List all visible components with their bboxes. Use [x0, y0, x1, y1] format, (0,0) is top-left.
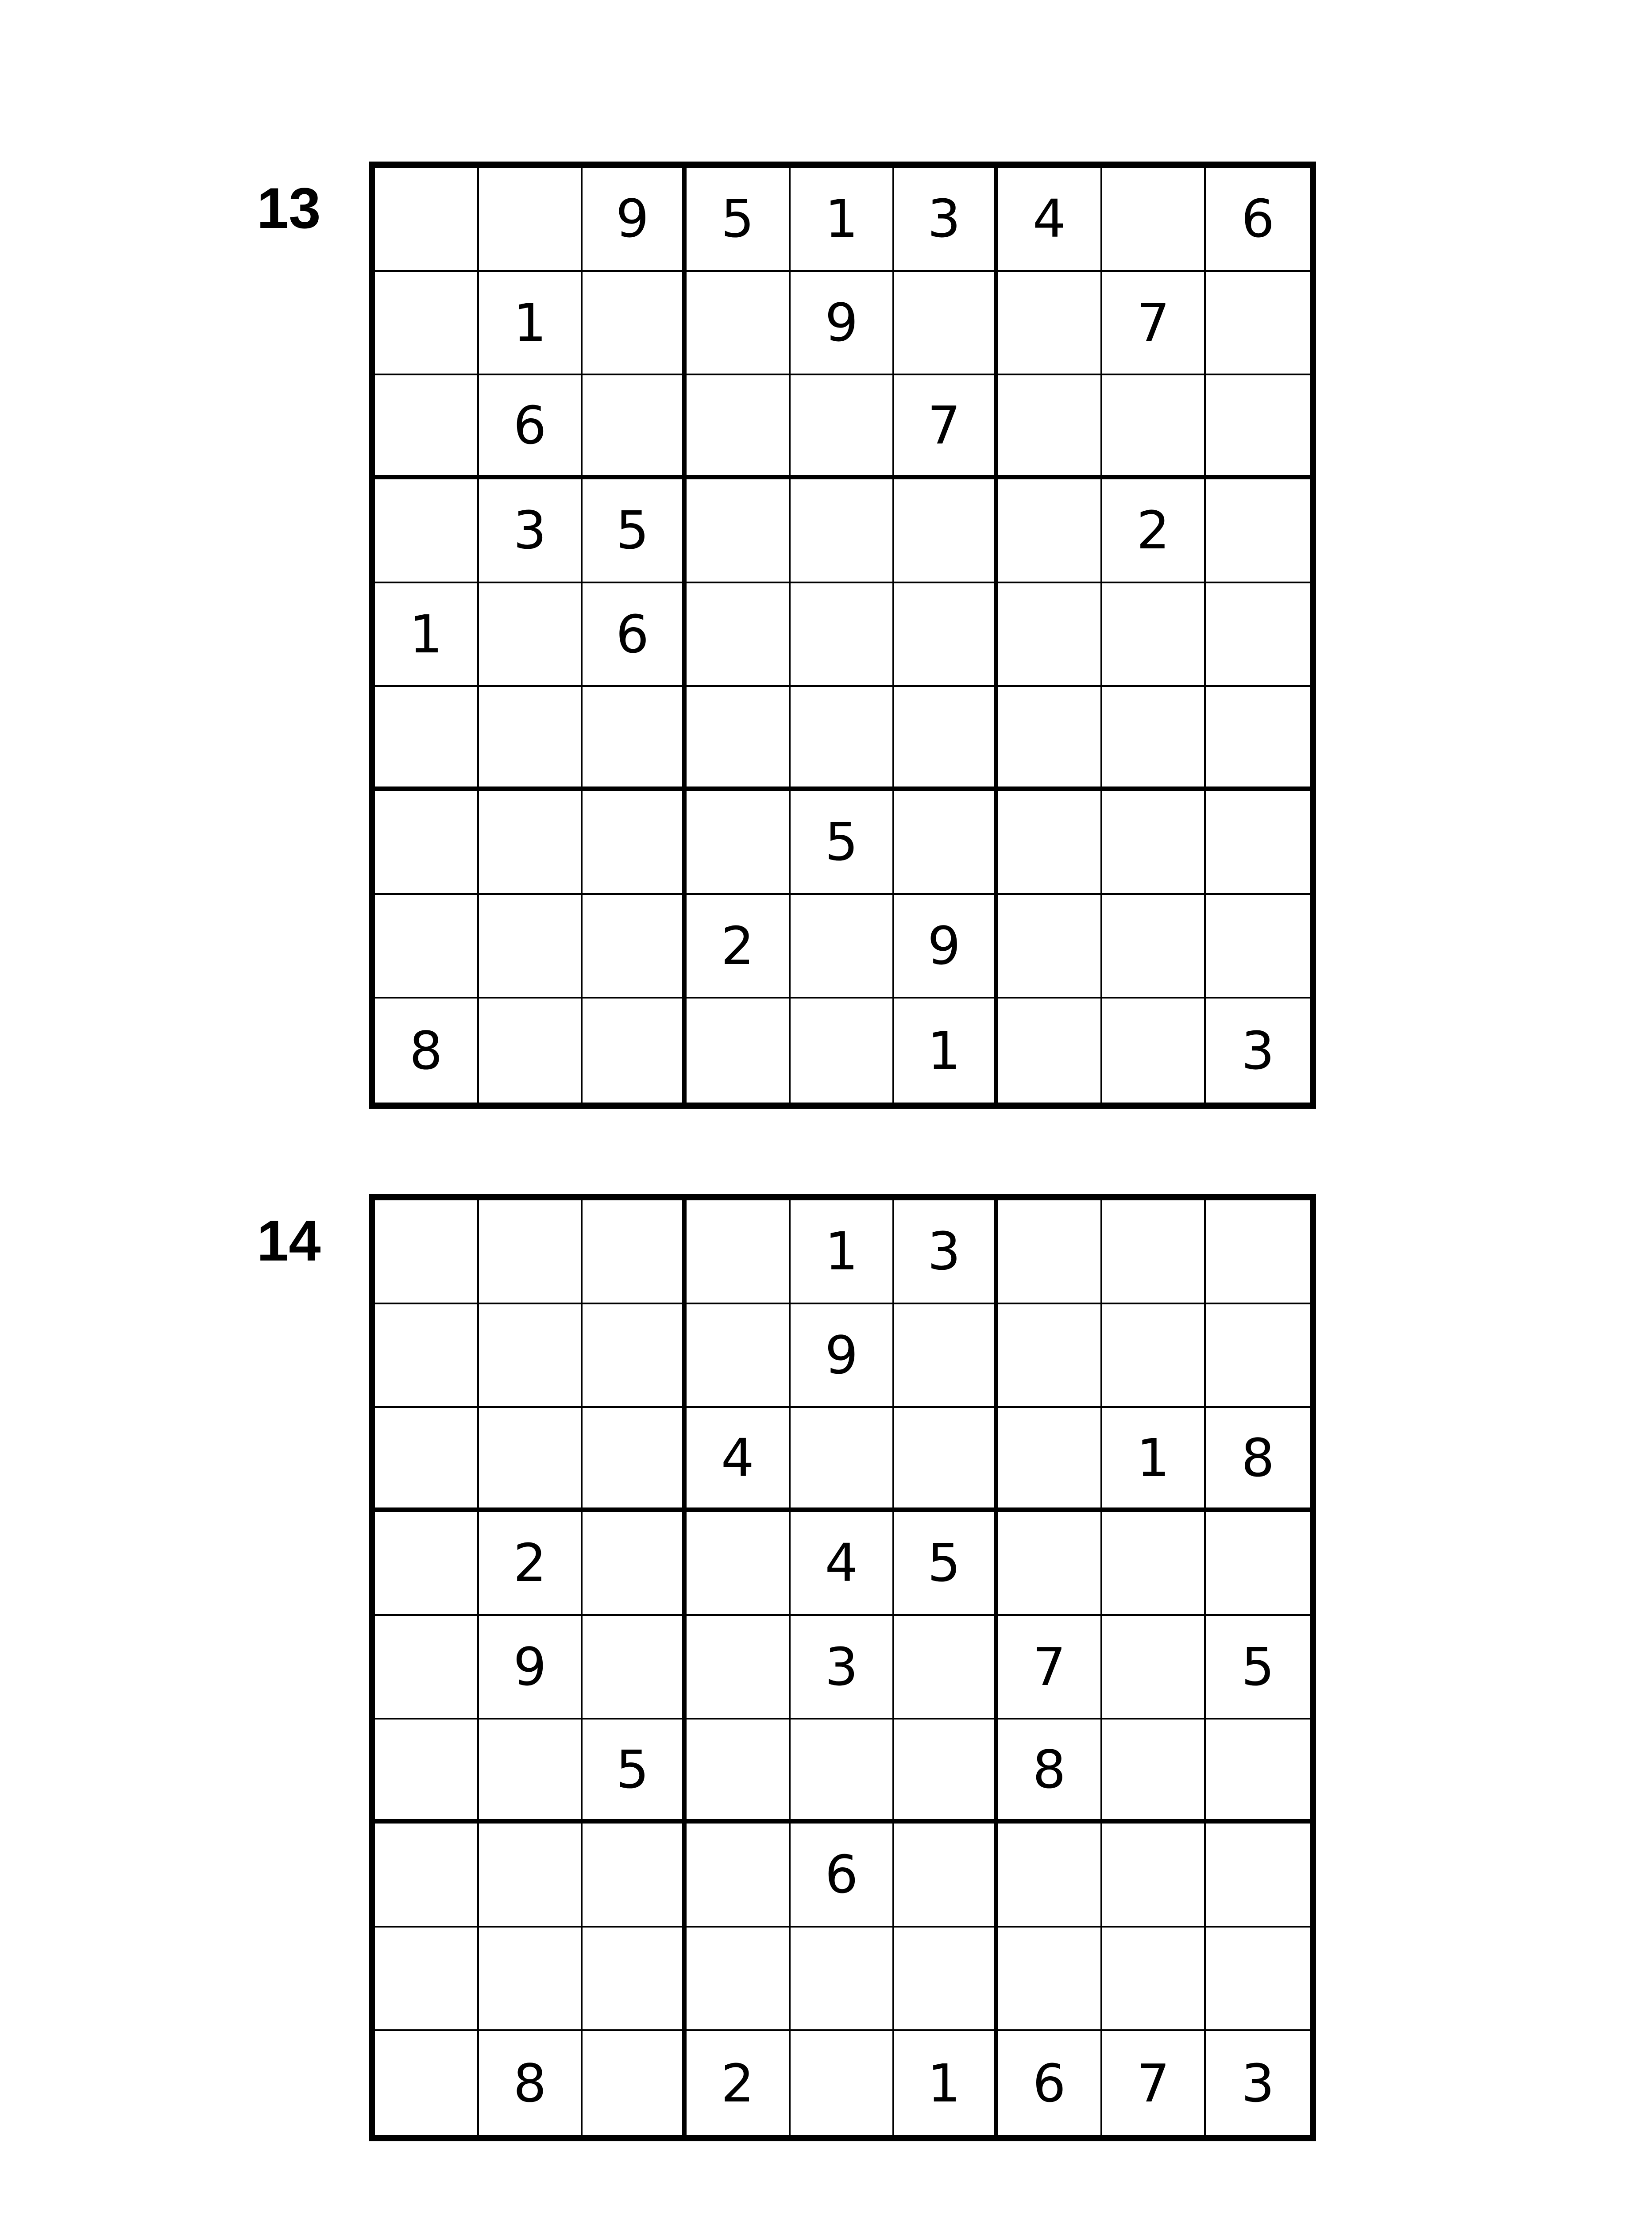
sudoku-cell[interactable] [998, 1824, 1102, 1928]
sudoku-cell[interactable] [1102, 168, 1206, 272]
sudoku-cell[interactable] [375, 1928, 479, 2032]
sudoku-cell[interactable] [687, 1200, 791, 1304]
sudoku-cell[interactable] [479, 895, 583, 999]
sudoku-cell[interactable] [375, 1408, 479, 1512]
sudoku-cell[interactable] [687, 1824, 791, 1928]
sudoku-cell[interactable] [479, 687, 583, 791]
sudoku-cell[interactable] [998, 272, 1102, 376]
sudoku-cell[interactable] [583, 1824, 687, 1928]
sudoku-cell[interactable] [687, 479, 791, 583]
sudoku-cell[interactable] [1206, 791, 1310, 895]
sudoku-cell[interactable]: 3 [791, 1616, 895, 1720]
sudoku-cell[interactable] [687, 791, 791, 895]
sudoku-cell[interactable] [791, 687, 895, 791]
sudoku-cell[interactable] [998, 375, 1102, 479]
sudoku-cell[interactable] [375, 375, 479, 479]
sudoku-cell[interactable] [583, 375, 687, 479]
sudoku-cell[interactable]: 2 [687, 2031, 791, 2135]
sudoku-cell[interactable] [894, 1408, 998, 1512]
sudoku-cell[interactable] [1102, 791, 1206, 895]
sudoku-cell[interactable] [894, 1616, 998, 1720]
sudoku-cell[interactable]: 7 [998, 1616, 1102, 1720]
sudoku-cell[interactable] [687, 1720, 791, 1824]
sudoku-cell[interactable] [998, 1304, 1102, 1408]
sudoku-cell[interactable] [375, 1616, 479, 1720]
sudoku-cell[interactable] [375, 1720, 479, 1824]
sudoku-cell[interactable] [894, 479, 998, 583]
sudoku-cell[interactable] [1102, 1720, 1206, 1824]
sudoku-cell[interactable]: 6 [791, 1824, 895, 1928]
sudoku-cell[interactable] [1206, 687, 1310, 791]
sudoku-cell[interactable]: 1 [894, 2031, 998, 2135]
sudoku-cell[interactable] [1206, 1824, 1310, 1928]
sudoku-cell[interactable] [479, 1720, 583, 1824]
sudoku-cell[interactable] [1206, 1200, 1310, 1304]
sudoku-cell[interactable]: 7 [894, 375, 998, 479]
sudoku-cell[interactable] [1206, 895, 1310, 999]
sudoku-cell[interactable]: 4 [687, 1408, 791, 1512]
sudoku-cell[interactable]: 3 [479, 479, 583, 583]
sudoku-cell[interactable]: 9 [791, 1304, 895, 1408]
sudoku-cell[interactable]: 7 [1102, 272, 1206, 376]
sudoku-cell[interactable] [479, 999, 583, 1103]
sudoku-cell[interactable] [1206, 1720, 1310, 1824]
sudoku-cell[interactable]: 4 [998, 168, 1102, 272]
sudoku-cell[interactable] [687, 1512, 791, 1616]
sudoku-grid [369, 1194, 1316, 2141]
sudoku-cell[interactable] [998, 479, 1102, 583]
sudoku-cell[interactable] [1102, 1200, 1206, 1304]
sudoku-cell[interactable] [1206, 1512, 1310, 1616]
sudoku-cell[interactable] [687, 583, 791, 687]
sudoku-cell[interactable] [791, 583, 895, 687]
sudoku-cell[interactable]: 9 [894, 895, 998, 999]
sudoku-cell[interactable] [375, 479, 479, 583]
sudoku-cell[interactable] [583, 1200, 687, 1304]
sudoku-cell[interactable] [479, 1928, 583, 2032]
sudoku-cell[interactable] [1206, 1928, 1310, 2032]
sudoku-cell[interactable] [791, 895, 895, 999]
sudoku-cell[interactable] [375, 2031, 479, 2135]
sudoku-cell[interactable] [1102, 1616, 1206, 1720]
sudoku-cell[interactable] [687, 1616, 791, 1720]
sudoku-cell[interactable] [791, 1408, 895, 1512]
sudoku-cell[interactable]: 6 [1206, 168, 1310, 272]
sudoku-cell[interactable] [479, 1304, 583, 1408]
sudoku-cell[interactable] [1102, 687, 1206, 791]
sudoku-cell[interactable] [583, 999, 687, 1103]
sudoku-cell[interactable] [998, 1512, 1102, 1616]
sudoku-cell[interactable] [791, 2031, 895, 2135]
sudoku-cell[interactable] [583, 272, 687, 376]
sudoku-cell[interactable] [375, 272, 479, 376]
sudoku-cell[interactable] [479, 1824, 583, 1928]
sudoku-cell[interactable] [375, 1304, 479, 1408]
sudoku-cell[interactable] [894, 687, 998, 791]
sudoku-cell[interactable]: 7 [1102, 2031, 1206, 2135]
sudoku-cell[interactable]: 5 [687, 168, 791, 272]
sudoku-cell[interactable]: 3 [1241, 2052, 1275, 2114]
sudoku-cell[interactable] [479, 1408, 583, 1512]
sudoku-cell[interactable] [998, 999, 1102, 1103]
sudoku-cell[interactable] [1206, 375, 1310, 479]
sudoku-cell[interactable] [1102, 895, 1206, 999]
sudoku-cell[interactable] [583, 895, 687, 999]
sudoku-cell[interactable] [1102, 375, 1206, 479]
sudoku-cell[interactable]: 4 [791, 1512, 895, 1616]
sudoku-cell[interactable] [894, 583, 998, 687]
sudoku-cell[interactable]: 2 [479, 1512, 583, 1616]
sudoku-cell[interactable] [583, 687, 687, 791]
sudoku-cell[interactable] [375, 687, 479, 791]
sudoku-grid [369, 162, 1316, 1109]
sudoku-cell[interactable]: 6 [583, 583, 687, 687]
sudoku-cell[interactable] [1102, 583, 1206, 687]
sudoku-cell[interactable] [894, 1720, 998, 1824]
sudoku-cell[interactable] [583, 2031, 687, 2135]
sudoku-cell[interactable] [687, 375, 791, 479]
sudoku-cell[interactable]: 2 [1102, 479, 1206, 583]
sudoku-cell[interactable]: 1 [479, 272, 583, 376]
sudoku-cell[interactable] [687, 687, 791, 791]
sudoku-cell[interactable]: 5 [894, 1512, 998, 1616]
sudoku-cell[interactable]: 9 [791, 272, 895, 376]
sudoku-cell[interactable] [791, 1720, 895, 1824]
sudoku-cell[interactable] [479, 1200, 583, 1304]
sudoku-cell[interactable] [375, 791, 479, 895]
sudoku-cell[interactable] [375, 1512, 479, 1616]
sudoku-cell[interactable] [998, 1408, 1102, 1512]
sudoku-cell[interactable] [998, 687, 1102, 791]
sudoku-cell[interactable] [894, 1928, 998, 2032]
sudoku-cell[interactable] [894, 1304, 998, 1408]
sudoku-cell[interactable]: 8 [998, 1720, 1102, 1824]
sudoku-cell[interactable]: 3 [894, 168, 998, 272]
sudoku-cell[interactable] [687, 272, 791, 376]
sudoku-cell[interactable] [479, 791, 583, 895]
sudoku-cell[interactable] [1206, 479, 1310, 583]
sudoku-cell[interactable] [375, 1824, 479, 1928]
puzzle-number: 13 [257, 176, 321, 240]
sudoku-cell[interactable] [894, 791, 998, 895]
sudoku-cell[interactable] [1102, 1304, 1206, 1408]
sudoku-cell[interactable]: 6 [479, 375, 583, 479]
sudoku-cell[interactable] [1206, 1304, 1310, 1408]
sudoku-cell[interactable]: 1 [1102, 1408, 1206, 1512]
sudoku-cell[interactable] [998, 1200, 1102, 1304]
sudoku-cell[interactable] [375, 895, 479, 999]
sudoku-cell[interactable] [998, 895, 1102, 999]
sudoku-cell[interactable] [1102, 1824, 1206, 1928]
sudoku-cell[interactable] [583, 1928, 687, 2032]
sudoku-cell[interactable] [479, 583, 583, 687]
sudoku-cell[interactable] [583, 1304, 687, 1408]
sudoku-cell[interactable] [998, 1928, 1102, 2032]
sudoku-cell[interactable] [894, 272, 998, 376]
sudoku-cell[interactable] [687, 1928, 791, 2032]
sudoku-cell[interactable]: 1 [894, 999, 998, 1103]
sudoku-cell[interactable]: 8 [375, 999, 479, 1103]
sudoku-cell[interactable] [791, 999, 895, 1103]
sudoku-cell[interactable]: 5 [1206, 1616, 1310, 1720]
sudoku-cell[interactable]: 9 [479, 1616, 583, 1720]
sudoku-cell[interactable]: 3 [1241, 1020, 1275, 1081]
sudoku-cell[interactable]: 8 [1206, 1408, 1310, 1512]
sudoku-cell[interactable]: 1 [791, 168, 895, 272]
sudoku-cell[interactable] [1206, 583, 1310, 687]
sudoku-cell[interactable] [375, 168, 479, 272]
sudoku-cell[interactable]: 5 [583, 479, 687, 583]
sudoku-cell[interactable]: 6 [998, 2031, 1102, 2135]
sudoku-cell[interactable]: 1 [791, 1200, 895, 1304]
sudoku-cell[interactable] [583, 1616, 687, 1720]
sudoku-cell[interactable] [894, 1824, 998, 1928]
sudoku-cell[interactable] [1206, 272, 1310, 376]
sudoku-cell[interactable] [687, 1304, 791, 1408]
sudoku-cell[interactable] [583, 1512, 687, 1616]
sudoku-cell[interactable] [1102, 1512, 1206, 1616]
sudoku-cell[interactable] [375, 1200, 479, 1304]
sudoku-cell[interactable]: 8 [479, 2031, 583, 2135]
sudoku-cell[interactable] [791, 375, 895, 479]
sudoku-cell[interactable] [479, 168, 583, 272]
puzzle-number: 14 [257, 1208, 321, 1273]
sudoku-cell[interactable]: 5 [791, 791, 895, 895]
sudoku-cell[interactable] [583, 791, 687, 895]
sudoku-cell[interactable]: 9 [583, 168, 687, 272]
sudoku-cell[interactable]: 2 [687, 895, 791, 999]
sudoku-cell[interactable] [998, 791, 1102, 895]
sudoku-cell[interactable] [1102, 999, 1206, 1103]
sudoku-cell[interactable] [998, 583, 1102, 687]
sudoku-cell[interactable] [1102, 1928, 1206, 2032]
sudoku-cell[interactable]: 3 [894, 1200, 998, 1304]
sudoku-cell[interactable]: 1 [375, 583, 479, 687]
sudoku-cell[interactable] [687, 999, 791, 1103]
sudoku-cell[interactable]: 5 [583, 1720, 687, 1824]
sudoku-cell[interactable] [791, 1928, 895, 2032]
sudoku-cell[interactable] [583, 1408, 687, 1512]
sudoku-cell[interactable] [791, 479, 895, 583]
